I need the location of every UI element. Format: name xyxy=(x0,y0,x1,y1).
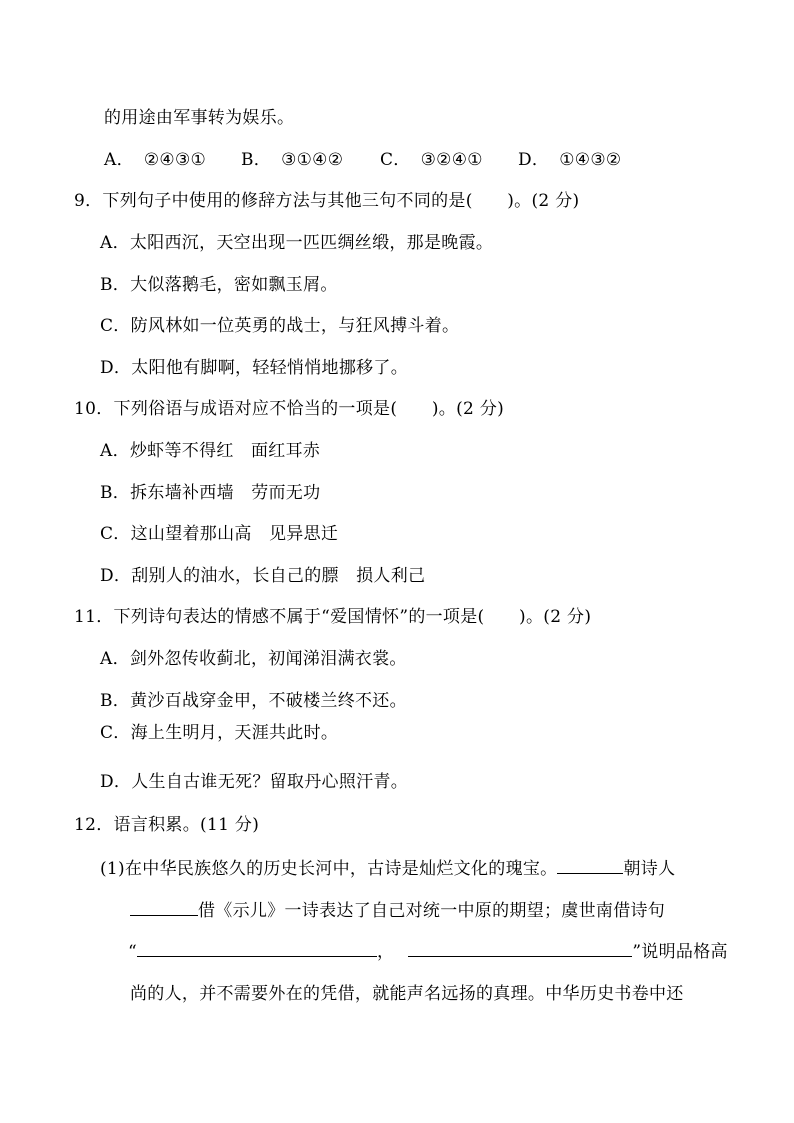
option-text: ①④③② xyxy=(559,150,622,170)
verse-line-1-blank[interactable] xyxy=(137,939,377,957)
q11-option-d[interactable]: D．人生自古谁无死？留取丹心照汗青。 xyxy=(100,772,409,792)
q12-part1-line4: 尚的人，并不需要外在的凭借，就能声名远扬的真理。中华历史书卷中还 xyxy=(130,984,684,1004)
q9-stem: 9．下列句子中使用的修辞方法与其他三句不同的是( )。(2 分) xyxy=(74,191,580,211)
q12-part1-line2 xyxy=(130,898,665,922)
q9-option-c[interactable]: C．防风林如一位英勇的战士，与狂风搏斗着。 xyxy=(100,316,460,336)
q11-option-a[interactable]: A．剑外忽传收蓟北，初闻涕泪满衣裳。 xyxy=(100,649,407,669)
q10-option-a[interactable]: A．炒虾等不得红 面红耳赤 xyxy=(100,441,321,461)
option-letter: B． xyxy=(241,150,272,170)
q8-option-d[interactable] xyxy=(518,149,621,171)
q12-part1-explanation: ”说明品格高 xyxy=(632,942,728,962)
q10-option-b[interactable]: B．拆东墙补西墙 劳而无功 xyxy=(100,483,321,503)
q9-option-a[interactable]: A．太阳西沉，天空出现一匹匹绸丝缎，那是晚霞。 xyxy=(100,233,494,253)
option-text: ③②④① xyxy=(420,150,483,170)
option-text: ②④③① xyxy=(143,150,207,170)
q8-option-a[interactable] xyxy=(104,149,241,171)
option-letter: C． xyxy=(380,150,411,170)
verse-line-2-blank[interactable] xyxy=(408,939,632,957)
q11-option-b[interactable]: B．黄沙百战穿金甲，不破楼兰终不还。 xyxy=(100,691,407,711)
q10-option-c[interactable]: C．这山望着那山高 见异思迁 xyxy=(100,524,339,544)
option-letter: A． xyxy=(104,150,134,170)
poet-name-blank[interactable] xyxy=(130,898,198,916)
dynasty-blank[interactable] xyxy=(557,856,623,874)
q12-part1-text: 借《示儿》一诗表达了自己对统一中原的期望；虞世南借诗句 xyxy=(198,901,666,921)
q10-option-d[interactable]: D．刮别人的油水，长自己的膘 损人利己 xyxy=(100,566,426,586)
q8-continuation: 的用途由军事转为娱乐。 xyxy=(104,108,295,128)
q8-option-b[interactable] xyxy=(241,149,380,171)
q12-stem: 12．语言积累。(11 分) xyxy=(74,815,260,835)
q10-stem: 10．下列俗语与成语对应不恰当的一项是( )。(2 分) xyxy=(74,399,505,419)
comma: ， xyxy=(377,942,395,962)
q8-option-c[interactable] xyxy=(380,149,518,171)
q12-part1-poet-label: 朝诗人 xyxy=(623,859,676,879)
option-text: ③①④② xyxy=(281,150,344,170)
q9-option-b[interactable]: B．大似落鹅毛，密如飘玉屑。 xyxy=(100,275,338,295)
q12-part1-line1 xyxy=(100,856,675,880)
q11-stem: 11．下列诗句表达的情感不属于“爱国情怀”的一项是( )。(2 分) xyxy=(74,607,592,627)
q11-option-c[interactable]: C．海上生明月，天涯共此时。 xyxy=(100,723,339,743)
q12-part1-line3 xyxy=(128,939,728,963)
q8-options xyxy=(104,149,621,171)
q12-part1-intro: (1)在中华民族悠久的历史长河中，古诗是灿烂文化的瑰宝。 xyxy=(100,859,558,879)
option-letter: D． xyxy=(518,150,550,170)
q9-option-d[interactable]: D．太阳他有脚啊，轻轻悄悄地挪移了。 xyxy=(100,358,409,378)
open-quote: “ xyxy=(128,942,137,962)
